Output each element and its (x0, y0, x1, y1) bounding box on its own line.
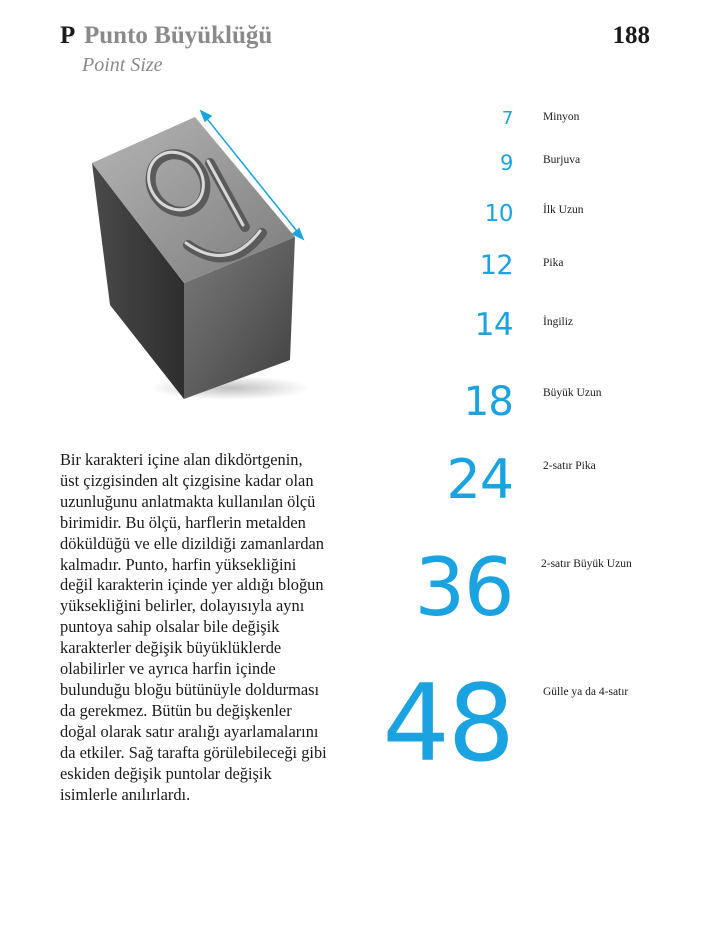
paragraph-line: karakterler değişik büyüklüklerde (60, 638, 282, 658)
size-name-2-satir-pika: 2-satır Pika (543, 460, 596, 472)
size-name-burjuva: Burjuva (543, 154, 581, 166)
page-subtitle: Point Size (82, 54, 163, 76)
size-value-36: 36 (414, 541, 513, 634)
paragraph-line: olabilirler ve ayrıca harfin içinde (60, 659, 276, 679)
size-name-2-satir-buyuk-uzun: 2-satır Büyük Uzun (541, 558, 632, 570)
paragraph-line: da gerekmez. Bütün bu değişkenler (60, 700, 292, 720)
paragraph-line: bulunduğu bloğu bütünüyle doldurması (60, 679, 320, 699)
size-name-gulle: Gülle ya da 4-satır (543, 686, 629, 698)
size-value-48: 48 (382, 662, 513, 785)
page-number: 188 (612, 22, 650, 49)
metal-type-block-illustration (80, 105, 320, 405)
paragraph-line: kalmadır. Punto, harfin yüksekliğini (60, 554, 297, 574)
page-title: Punto Büyüklüğü (84, 22, 273, 49)
paragraph-line: uzunluğunu anlatmakta kullanılan ölçü (60, 491, 316, 511)
size-name-ingiliz: İngiliz (543, 316, 574, 328)
paragraph-line: isimlerle anılırlardı. (60, 784, 191, 804)
paragraph-line: üst çizgisinden alt çizgisine kadar olan (60, 470, 314, 490)
size-value-24: 24 (446, 448, 513, 511)
description-paragraph (60, 450, 360, 805)
paragraph-line: doğal olarak satır aralığı ayarlamalarını (60, 721, 319, 741)
size-name-minyon: Minyon (543, 111, 580, 123)
header-letter: P (60, 22, 76, 49)
size-value-18: 18 (463, 379, 513, 425)
paragraph-line: değil karakterin içinde yer aldığı bloğun (60, 575, 324, 595)
paragraph-line: birimidir. Bu ölçü, harflerin metalden (60, 512, 306, 532)
size-value-10: 10 (484, 201, 513, 227)
paragraph-line: döküldüğü ve elle dizildiği zamanlardan (60, 533, 324, 553)
size-value-9: 9 (500, 151, 513, 175)
paragraph-line: yüksekliğini belirler, dolayısıyla aynı (60, 596, 305, 616)
size-value-7: 7 (501, 108, 513, 129)
paragraph-line: Bir karakteri içine alan dikdörtgenin, (60, 450, 303, 469)
paragraph-line: puntoya sahip olsalar bile değişik (60, 617, 280, 637)
size-value-14: 14 (474, 307, 513, 343)
size-name-buyuk-uzun: Büyük Uzun (543, 387, 602, 399)
paragraph-line: eskiden değişik puntolar değişik (60, 763, 272, 783)
size-name-pika: Pika (543, 257, 564, 269)
paragraph-line: da etkiler. Sağ tarafta görülebileceği gibi (60, 742, 327, 762)
size-value-12: 12 (479, 250, 513, 281)
size-name-ilk-uzun: İlk Uzun (543, 204, 584, 216)
